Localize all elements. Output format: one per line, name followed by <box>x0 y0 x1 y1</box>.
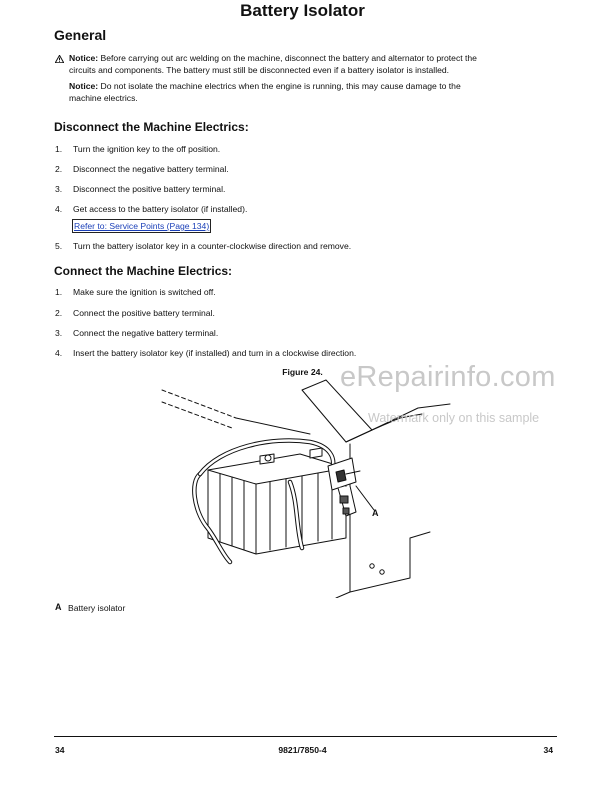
connect-step-2: Connect the positive battery terminal. <box>73 308 215 318</box>
notice-2 <box>69 80 564 104</box>
connect-step-3: Connect the negative battery terminal. <box>73 328 219 338</box>
notice-2-line2: machine electrics. <box>69 93 138 103</box>
footer-page-left: 34 <box>55 745 65 755</box>
notice-1 <box>69 52 564 76</box>
disconnect-step-4: Get access to the battery isolator (if installed). <box>73 204 248 214</box>
warning-triangle-icon <box>55 55 64 65</box>
connect-step-1: Make sure the ignition is switched off. <box>73 287 216 297</box>
notice-1-label: Notice: <box>69 53 99 63</box>
footer-divider <box>54 736 557 737</box>
disconnect-step-3: Disconnect the positive battery terminal. <box>73 184 226 194</box>
figure-label: Figure 24. <box>282 367 323 377</box>
connect-step-4-number: 4. <box>55 348 63 358</box>
connect-step-3-number: 3. <box>55 328 63 338</box>
disconnect-step-4-number: 4. <box>55 204 63 214</box>
disconnect-step-5-number: 5. <box>55 241 63 251</box>
disconnect-step-5: Turn the battery isolator key in a counter-clockwise direction and remove. <box>73 241 352 251</box>
disconnect-step-2: Disconnect the negative battery terminal. <box>73 164 229 174</box>
disconnect-step-1: Turn the ignition key to the off position. <box>73 144 221 154</box>
disconnect-step-1-number: 1. <box>55 144 63 154</box>
footer-page-right: 34 <box>543 745 553 755</box>
notice-1-line2: circuits and components. The battery must still be disconnected even if a battery isolator is installed. <box>69 65 450 75</box>
caption-text: Battery isolator <box>68 603 126 613</box>
notice-2-label: Notice: <box>69 81 99 91</box>
notice-2-line1: Do not isolate the machine electrics when the engine is running, this may cause damage to the <box>100 81 461 91</box>
section-heading-general: General <box>54 27 107 43</box>
connect-step-2-number: 2. <box>55 308 63 318</box>
disconnect-step-2-number: 2. <box>55 164 63 174</box>
footer-doc-number: 9821/7850-4 <box>278 745 327 755</box>
caption-key: A <box>55 602 62 612</box>
service-points-link[interactable]: Refer to: Service Points (Page 134) <box>74 221 210 231</box>
disconnect-step-3-number: 3. <box>55 184 63 194</box>
connect-step-1-number: 1. <box>55 287 63 297</box>
watermark-notice: Watermark only on this sample <box>368 411 540 425</box>
connect-step-4: Insert the battery isolator key (if installed) and turn in a clockwise direction. <box>73 348 357 358</box>
section-heading-disconnect: Disconnect the Machine Electrics: <box>54 120 249 134</box>
section-heading-connect: Connect the Machine Electrics: <box>54 264 233 278</box>
watermark-site: eRepairinfo.com <box>340 361 556 393</box>
page-title: Battery Isolator <box>240 1 365 20</box>
callout-a-label: A <box>372 508 379 518</box>
notice-1-line1: Before carrying out arc welding on the machine, disconnect the battery and alternator to protect the <box>100 53 477 63</box>
